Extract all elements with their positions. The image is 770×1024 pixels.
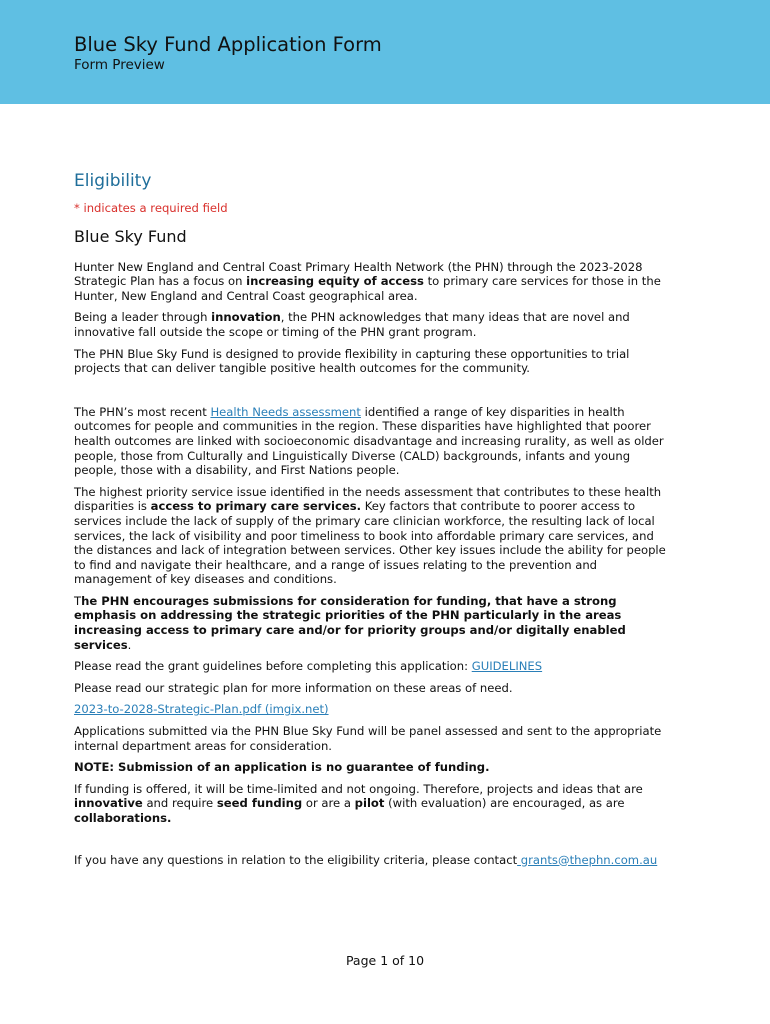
paragraph-needs-assessment: The PHN’s most recent Health Needs assessment identified a range of key disparities in health outcomes for people and communities in the region. These disparities have highlighted that poorer health outcomes are linked with socioeconomic disadvantage and increasing rurality, as well as older people, those from Culturally and Linguistically Diverse (CALD) backgrounds, infants and young people, those with a disability, and First Nations people.	[74, 404, 664, 478]
paragraph-innovation: Being a leader through innovation, the PHN acknowledges that many ideas that are novel and innovative fall outside the scope or timing of the PHN grant program.	[74, 310, 630, 339]
paragraph-contact: If you have any questions in relation to the eligibility criteria, please contact grants@thephn.com.au	[74, 852, 658, 867]
form-subtitle: Form Preview	[74, 57, 165, 73]
page-indicator: Page 1 of 10	[345, 953, 425, 968]
required-field-note: * indicates a required field	[74, 201, 228, 215]
paragraph-equity: Hunter New England and Central Coast Primary Health Network (the PHN) through the 2023-2028 Strategic Plan has a focus on increasing equity of access to primary care services for those in the Hunter, New England and Central Coast geographical area.	[74, 259, 661, 303]
guidelines-link[interactable]: GUIDELINES	[471, 659, 543, 674]
paragraph-submissions: The PHN encourages submissions for consideration for funding, that have a strong emphasis on addressing the strategic priorities of the PHN particularly in the areas increasing access to primary care and/or for priority groups and/or digitally enabled services.	[74, 593, 626, 652]
paragraph-note: NOTE: Submission of an application is no guarantee of funding.	[74, 760, 490, 775]
form-title: Blue Sky Fund Application Form	[74, 33, 382, 56]
health-needs-assessment-link[interactable]: Health Needs assessment	[210, 404, 361, 419]
paragraph-priority-issue: The highest priority service issue identified in the needs assessment that contributes to these health disparities is access to primary care services. Key factors that contribute to poorer access to services include the lack of supply of the primary care clinician workforce, the resulting lack of local services, the lack of visibility and poor timeliness to book into affordable primary care services, and the distances and lack of integration between services. Other key issues include the ability for people to find and navigate their healthcare, and a range of issues relating to the prevention and management of key diseases and conditions.	[74, 484, 666, 587]
paragraph-fund-purpose: The PHN Blue Sky Fund is designed to provide flexibility in capturing these opportunities to trial projects that can deliver tangible positive health outcomes for the community.	[74, 346, 630, 376]
paragraph-plan-link	[74, 702, 674, 717]
strategic-plan-link[interactable]: 2023-to-2028-Strategic-Plan.pdf (imgix.net)	[74, 702, 329, 717]
paragraph-guidelines: Please read the grant guidelines before completing this application: GUIDELINES	[74, 659, 543, 674]
section-title: Eligibility	[74, 171, 152, 191]
paragraph-strategic-plan: Please read our strategic plan for more information on these areas of need.	[74, 680, 513, 695]
paragraph-panel-assessed: Applications submitted via the PHN Blue Sky Fund will be panel assessed and sent to the appropriate internal department areas for consideration.	[74, 724, 662, 753]
paragraph-funding-offered: If funding is offered, it will be time-limited and not ongoing. Therefore, projects and ideas that are innovative and require seed funding or are a pilot (with evaluation) are encouraged, as are collaborations.	[74, 781, 643, 825]
form-content	[74, 170, 674, 874]
contact-email-link[interactable]: grants@thephn.com.au	[517, 852, 658, 867]
form-header	[0, 0, 770, 104]
fund-title: Blue Sky Fund	[74, 226, 187, 246]
